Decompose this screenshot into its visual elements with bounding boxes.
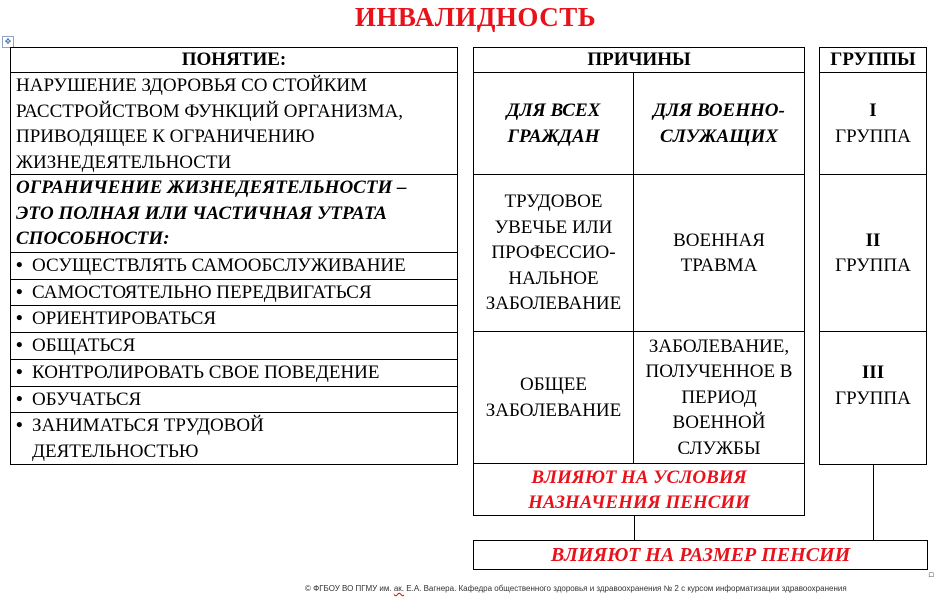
concept-header: ПОНЯТИЕ: [181, 49, 287, 70]
pension-size-box: ВЛИЯЮТ НА РАЗМЕР ПЕНСИИ [473, 540, 928, 570]
limitation-line: СПОСОБНОСТИ: [16, 228, 170, 249]
page-title: ИНВАЛИДНОСТЬ [354, 2, 597, 32]
limitation-line: ОГРАНИЧЕНИЕ ЖИЗНЕДЕЯТЕЛЬНОСТИ – [16, 177, 407, 198]
ability-item: • КОНТРОЛИРОВАТЬ СВОЕ ПОВЕДЕНИЕ [10, 360, 457, 386]
bullet-icon: • [16, 335, 23, 356]
groups-header: ГРУППЫ [830, 49, 916, 70]
cause-military-trauma: ВОЕННАЯ ТРАВМА [673, 229, 765, 276]
ability-item: • ОРИЕНТИРОВАТЬСЯ [10, 306, 457, 332]
cause-service-disease: ЗАБОЛЕВАНИЕ, ПОЛУЧЕННОЕ В ПЕРИОД ВОЕННОЙ СЛУЖБЫ [645, 335, 793, 459]
limitation-definition [16, 175, 456, 252]
definition-line: НАРУШЕНИЕ ЗДОРОВЬЯ СО СТОЙКИМ [16, 75, 368, 96]
bullet-icon: • [16, 362, 23, 383]
group-1: I ГРУППА [835, 100, 911, 147]
bullet-icon: • [16, 255, 23, 276]
cause-work-injury: ТРУДОВОЕ УВЕЧЬЕ ИЛИ ПРОФЕССИО- НАЛЬНОЕ ЗАБОЛЕВАНИЕ [485, 191, 622, 315]
causes-col-citizens: ДЛЯ ВСЕХ ГРАЖДАН [506, 100, 601, 147]
connector-line [634, 516, 635, 540]
bullet-icon: • [16, 282, 23, 303]
ability-item: • САМОСТОЯТЕЛЬНО ПЕРЕДВИГАТЬСЯ [10, 280, 457, 306]
definition-line: РАССТРОЙСТВОМ ФУНКЦИЙ ОРГАНИЗМА, [16, 100, 403, 122]
connector-line [873, 465, 874, 540]
causes-header: ПРИЧИНЫ [587, 49, 691, 70]
cause-general-disease: ОБЩЕЕ ЗАБОЛЕВАНИЕ [485, 374, 622, 421]
move-handle-icon[interactable]: ✥ [2, 36, 14, 48]
influence-pension-conditions: ВЛИЯЮТ НА УСЛОВИЯ НАЗНАЧЕНИЯ ПЕНСИИ [528, 466, 750, 513]
bullet-icon: • [16, 389, 23, 410]
concept-definition [16, 73, 456, 175]
ability-item: • ОБУЧАТЬСЯ [10, 387, 457, 413]
bullet-icon: • [16, 415, 23, 436]
causes-col-military: ДЛЯ ВОЕННО- СЛУЖАЩИХ [653, 100, 785, 147]
bullet-icon: • [16, 308, 23, 329]
ability-item: • ЗАНИМАТЬСЯ ТРУДОВОЙ ДЕЯТЕЛЬНОСТЬЮ [16, 415, 264, 462]
limitation-line: ЭТО ПОЛНАЯ ИЛИ ЧАСТИЧНАЯ УТРАТА [16, 202, 387, 224]
ability-item: • ОБЩАТЬСЯ [10, 333, 457, 359]
footer-copyright: © ФГБОУ ВО ПГМУ им. ак. Е.А. Вагнера. Кафедра общественного здоровья и здравоохранения № 2 с курсом информатизации здравоохранения [305, 584, 847, 593]
ability-item: • ОСУЩЕСТВЛЯТЬ САМООБСЛУЖИВАНИЕ [10, 253, 457, 279]
definition-line: ЖИЗНЕДЕЯТЕЛЬНОСТИ [16, 151, 232, 173]
definition-line: ПРИВОДЯЩЕЕ К ОГРАНИЧЕНИЮ [16, 126, 315, 147]
page-corner-icon: ▫ [928, 570, 935, 580]
group-3: III ГРУППА [835, 362, 911, 409]
group-2: II ГРУППА [835, 229, 911, 276]
